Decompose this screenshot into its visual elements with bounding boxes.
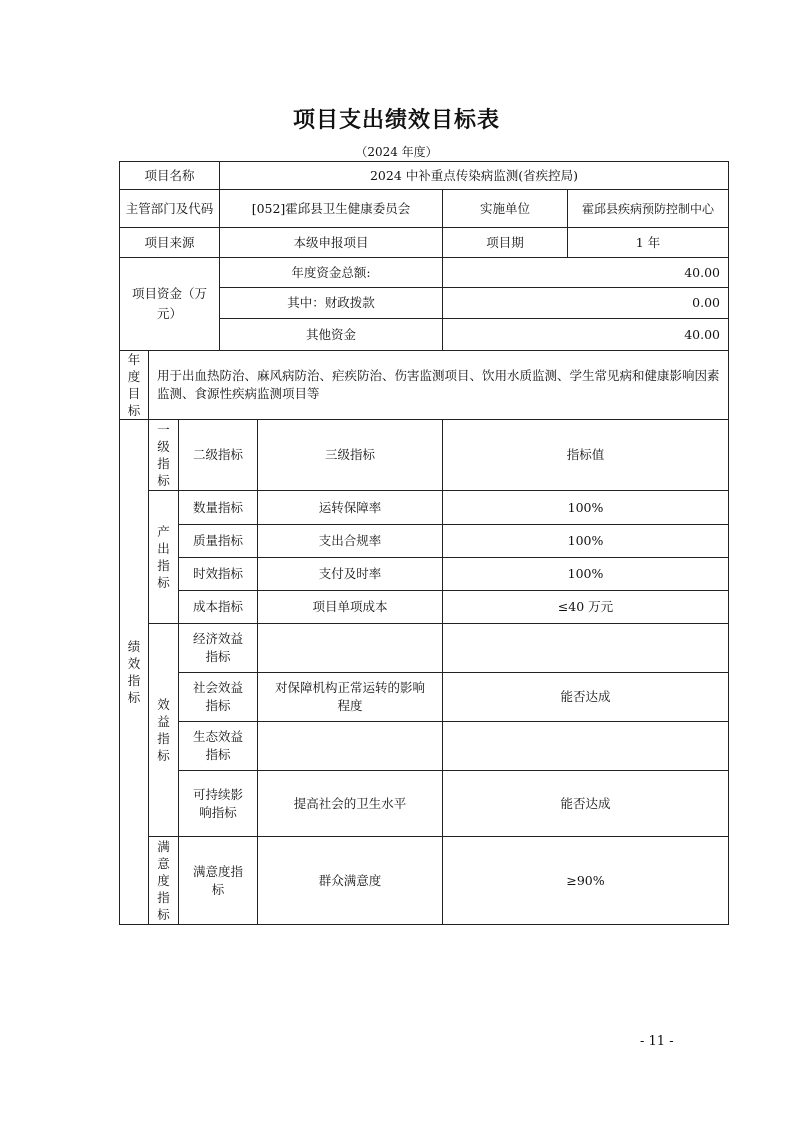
table-row-timeliness-value: 100% bbox=[442, 557, 729, 591]
table-row-economic-l3 bbox=[257, 623, 443, 673]
table-row-cost-l3: 项目单项成本 bbox=[257, 590, 443, 624]
funds-fiscal-label: 其中：财政拨款 bbox=[219, 287, 443, 319]
header-value: 指标值 bbox=[442, 419, 729, 491]
table-row-sustainable-value: 能否达成 bbox=[442, 770, 729, 837]
table-row-sustainable-l3: 提高社会的卫生水平 bbox=[257, 770, 443, 837]
funds-label: 项目资金（万元） bbox=[119, 257, 220, 351]
table-row-ecological-l3 bbox=[257, 721, 443, 771]
table-row-satisfaction-l2: 满意度指标 bbox=[178, 836, 258, 925]
funds-other-label: 其他资金 bbox=[219, 318, 443, 351]
dept-value: [052]霍邱县卫生健康委员会 bbox=[219, 189, 443, 228]
period-label: 项目期 bbox=[442, 227, 568, 258]
table-row-social-l3: 对保障机构正常运转的影响程度 bbox=[257, 672, 443, 722]
funds-other-value: 40.00 bbox=[442, 318, 729, 351]
table-row-quality-l2: 质量指标 bbox=[178, 524, 258, 558]
dept-label: 主管部门及代码 bbox=[119, 189, 220, 228]
source-label: 项目来源 bbox=[119, 227, 220, 258]
annual-goal-text: 用于出血热防治、麻风病防治、疟疾防治、伤害监测项目、饮用水质监测、学生常见病和健康影响因素监测、食源性疾病监测项目等 bbox=[148, 350, 729, 420]
table-row-ecological-l2: 生态效益指标 bbox=[178, 721, 258, 771]
header-level2: 二级指标 bbox=[178, 419, 258, 491]
project-name-value: 2024 中补重点传染病监测(省疾控局) bbox=[219, 161, 729, 190]
table-row-satisfaction-value: ≥90% bbox=[442, 836, 729, 925]
table-row-quality-l3: 支出合规率 bbox=[257, 524, 443, 558]
table-row-quantity-value: 100% bbox=[442, 490, 729, 525]
output-label: 产出指标 bbox=[148, 490, 179, 624]
source-value: 本级申报项目 bbox=[219, 227, 443, 258]
table-row-social-value: 能否达成 bbox=[442, 672, 729, 722]
page-number: - 11 - bbox=[640, 1034, 674, 1049]
annual-goal-label: 年度目标 bbox=[119, 350, 149, 420]
effect-label: 效益指标 bbox=[148, 623, 179, 837]
impl-label: 实施单位 bbox=[442, 189, 568, 228]
project-name-label: 项目名称 bbox=[119, 161, 220, 190]
table-row-quantity-l2: 数量指标 bbox=[178, 490, 258, 525]
page-title: 项目支出绩效目标表 bbox=[292, 108, 500, 133]
table-row-sustainable-l2: 可持续影响指标 bbox=[178, 770, 258, 837]
table-row-satisfaction-l3: 群众满意度 bbox=[257, 836, 443, 925]
table-row-cost-l2: 成本指标 bbox=[178, 590, 258, 624]
impl-value: 霍邱县疾病预防控制中心 bbox=[567, 189, 729, 228]
table-row-economic-value bbox=[442, 623, 729, 673]
funds-total-label: 年度资金总额: bbox=[219, 257, 443, 288]
table-row-quality-value: 100% bbox=[442, 524, 729, 558]
table-row-economic-l2: 经济效益指标 bbox=[178, 623, 258, 673]
header-level1: 一级指标 bbox=[148, 419, 179, 491]
table-row-ecological-value bbox=[442, 721, 729, 771]
table-row-cost-value: ≤40 万元 bbox=[442, 590, 729, 624]
table-row-social-l2: 社会效益指标 bbox=[178, 672, 258, 722]
satisfaction-label: 满意度指标 bbox=[148, 836, 179, 925]
header-level3: 三级指标 bbox=[257, 419, 443, 491]
year-note: （2024 年度） bbox=[355, 145, 438, 159]
funds-total-value: 40.00 bbox=[442, 257, 729, 288]
perf-label: 绩效指标 bbox=[119, 419, 149, 925]
table-row-quantity-l3: 运转保障率 bbox=[257, 490, 443, 525]
funds-fiscal-value: 0.00 bbox=[442, 287, 729, 319]
table-row-timeliness-l2: 时效指标 bbox=[178, 557, 258, 591]
period-value: 1 年 bbox=[567, 227, 729, 258]
table-row-timeliness-l3: 支付及时率 bbox=[257, 557, 443, 591]
